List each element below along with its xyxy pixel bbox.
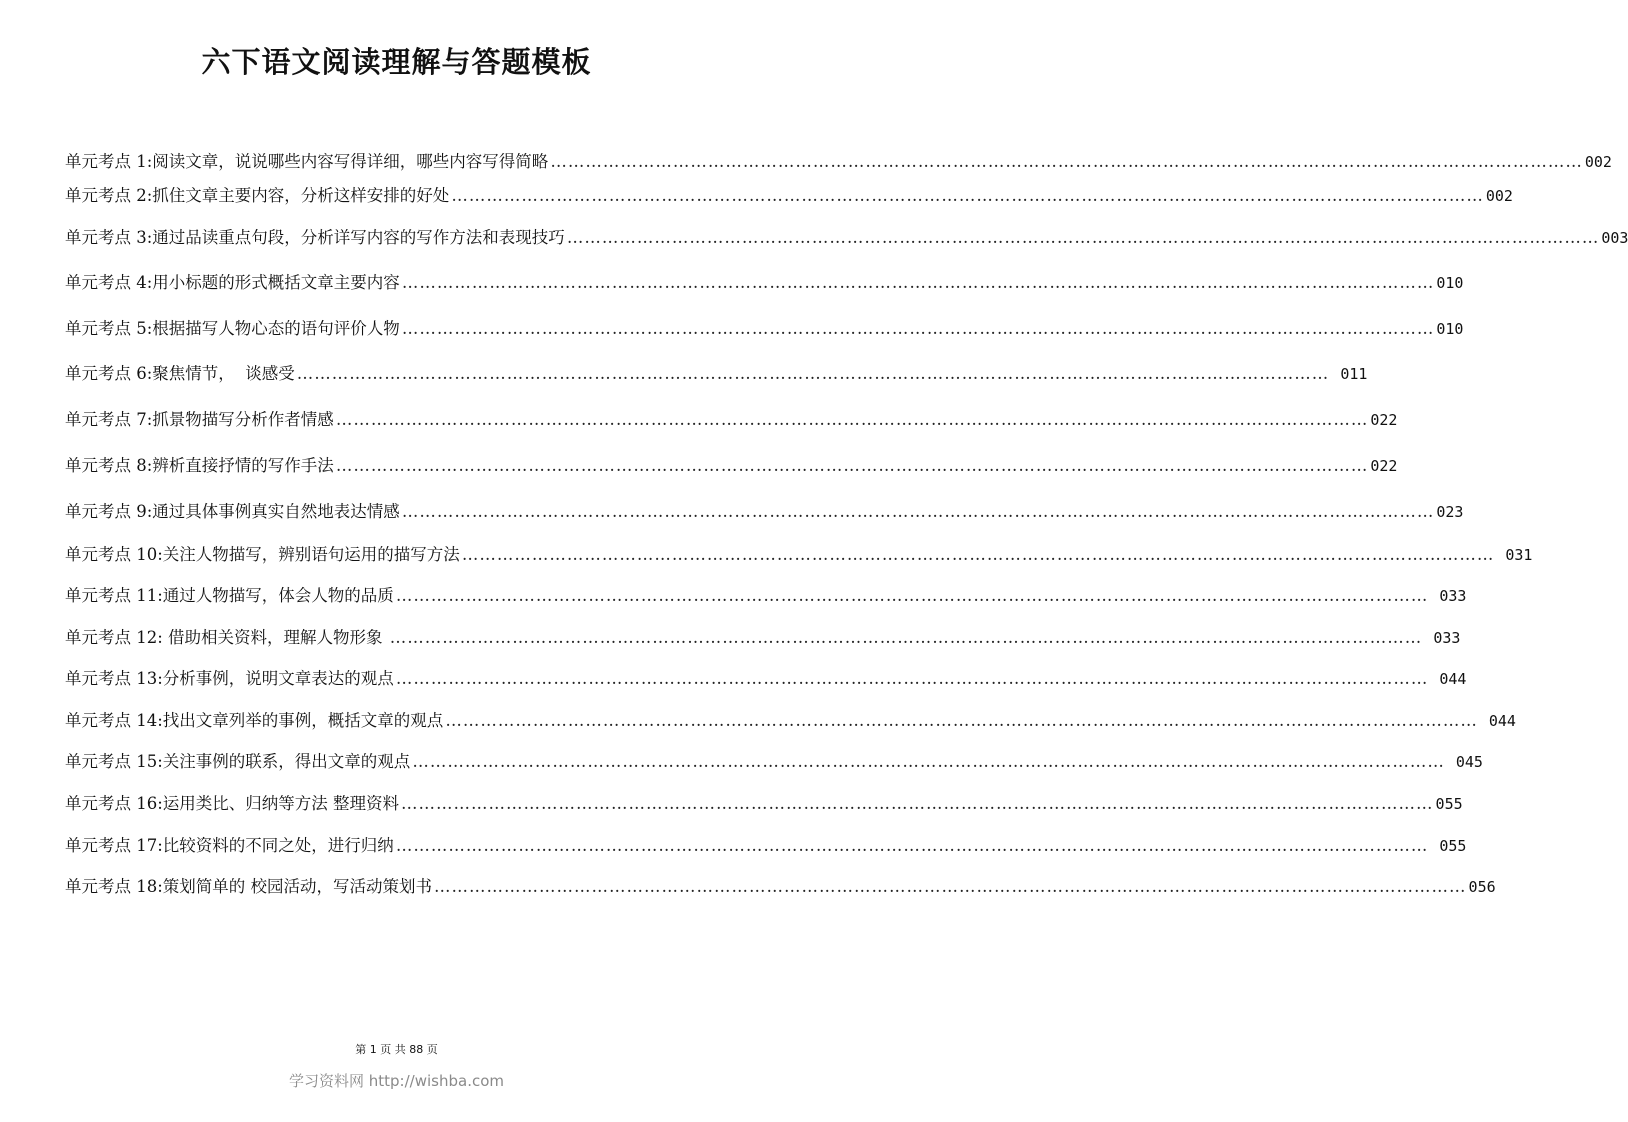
toc-entry <box>65 152 1612 186</box>
toc-entry-label: 单元考点 18:策划简单的 校园活动，写活动策划书 <box>65 877 433 896</box>
toc-entry <box>65 711 1516 752</box>
toc-entry-page: 055 <box>1435 795 1463 813</box>
toc-entry-label: 单元考点 8:辨析直接抒情的写作手法 <box>65 456 334 475</box>
toc-entry-page: 033 <box>1424 629 1461 647</box>
toc-entry-label: 单元考点 4:用小标题的形式概括文章主要内容 <box>65 273 400 292</box>
toc-entry-label: 单元考点 13:分析事例，说明文章表达的观点 <box>65 669 394 688</box>
toc-entry <box>65 228 1628 273</box>
toc-entry-page: 031 <box>1496 546 1533 564</box>
toc-entry-label: 单元考点 12: 借助相关资料，理解人物形象 <box>65 628 388 647</box>
toc-leader-dots: …………………………………………………………………………………………………………………………………………………………… <box>451 186 1484 205</box>
toc-entry <box>65 794 1463 836</box>
toc-entry-label: 单元考点 14:找出文章列举的事例，概括文章的观点 <box>65 711 444 730</box>
toc-entry-page: 023 <box>1436 503 1464 521</box>
toc-entry <box>65 456 1398 502</box>
toc-entry-label: 单元考点 15:关注事例的联系，得出文章的观点 <box>65 752 411 771</box>
toc-entry-label: 单元考点 17:比较资料的不同之处，进行归纳 <box>65 836 394 855</box>
toc-entry-page: 011 <box>1331 365 1368 383</box>
toc-entry-label: 单元考点 6:聚焦情节， 谈感受 <box>65 364 295 383</box>
toc-leader-dots: …………………………………………………………………………………………………………………………………………………………… <box>335 410 1369 429</box>
toc-leader-dots: …………………………………………………………………………………………………………………………………………………………… <box>401 502 1435 521</box>
toc-entry-page: 003 <box>1601 229 1628 247</box>
toc-leader-dots: …………………………………………………………………………………………………………………………………………………………… <box>445 711 1478 730</box>
toc-leader-dots: …………………………………………………………………………………………………………………………………………………………… <box>412 752 1445 771</box>
toc-entry-label: 单元考点 1:阅读文章，说说哪些内容写得详细，哪些内容写得简略 <box>65 152 549 171</box>
toc-entry-label: 单元考点 10:关注人物描写，辨别语句运用的描写方法 <box>65 545 460 564</box>
toc-entry <box>65 186 1513 228</box>
toc-leader-dots: …………………………………………………………………………………………………………………………………………………………… <box>434 877 1467 896</box>
toc-leader-dots: …………………………………………………………………………………………………………………………………………………………… <box>401 794 1434 813</box>
site-watermark: 学习资料网 http://wishba.com <box>289 1072 504 1090</box>
toc-entry-page: 045 <box>1446 753 1483 771</box>
toc-entry-page: 002 <box>1584 153 1612 171</box>
toc-entry <box>65 628 1461 669</box>
toc-entry <box>65 502 1464 545</box>
toc-entry <box>65 669 1467 711</box>
toc-entry <box>65 836 1467 877</box>
toc-leader-dots: …………………………………………………………………………………………………………………………………………………………… <box>401 319 1435 338</box>
toc-leader-dots: …………………………………………………………………………………………………………………………………………………………… <box>395 836 1429 855</box>
toc-entry-page: 056 <box>1468 878 1496 896</box>
toc-entry-page: 033 <box>1430 587 1467 605</box>
toc-entry-page: 044 <box>1479 712 1516 730</box>
toc-entry-page: 022 <box>1370 457 1398 475</box>
toc-entry-page: 055 <box>1430 837 1467 855</box>
toc-entry-label: 单元考点 2:抓住文章主要内容，分析这样安排的好处 <box>65 186 450 205</box>
page-indicator: 第 1 页 共 88 页 <box>355 1043 438 1056</box>
toc-leader-dots: …………………………………………………………………………………………………………………………………………………………… <box>461 545 1495 564</box>
toc-entry-page: 022 <box>1370 411 1398 429</box>
toc-entry-page: 010 <box>1436 320 1464 338</box>
toc-entry-label: 单元考点 3:通过品读重点句段，分析详写内容的写作方法和表现技巧 <box>65 228 565 247</box>
document-title: 六下语文阅读理解与答题模板 <box>201 45 592 79</box>
toc-entry-label: 单元考点 9:通过具体事例真实自然地表达情感 <box>65 502 400 521</box>
toc-entry <box>65 273 1464 319</box>
toc-entry <box>65 410 1398 456</box>
toc-entry <box>65 364 1368 410</box>
toc-leader-dots: …………………………………………………………………………………………………………………………………………………………… <box>296 364 1330 383</box>
toc-entry <box>65 877 1496 917</box>
toc-entry-label: 单元考点 5:根据描写人物心态的语句评价人物 <box>65 319 400 338</box>
toc-leader-dots: …………………………………………………………………………………………………………………………………………………………… <box>335 456 1369 475</box>
toc-entry-label: 单元考点 7:抓景物描写分析作者情感 <box>65 410 334 429</box>
toc-entry-label: 单元考点 16:运用类比、归纳等方法 整理资料 <box>65 794 400 813</box>
toc-entry <box>65 586 1467 628</box>
toc-entry <box>65 752 1483 794</box>
toc-entry-label: 单元考点 11:通过人物描写，体会人物的品质 <box>65 586 394 605</box>
toc-entry-page: 044 <box>1430 670 1467 688</box>
toc-leader-dots: …………………………………………………………………………………………………………………………………………………………… <box>395 669 1429 688</box>
toc-leader-dots: …………………………………………………………………………………………………………………………………………………………… <box>566 228 1600 247</box>
toc-leader-dots: …………………………………………………………………………………………………………………………………………………………… <box>389 628 1423 647</box>
table-of-contents <box>65 152 1628 917</box>
toc-entry <box>65 319 1464 364</box>
toc-leader-dots: …………………………………………………………………………………………………………………………………………………………… <box>395 586 1429 605</box>
toc-entry <box>65 545 1533 586</box>
toc-entry-page: 010 <box>1436 274 1464 292</box>
toc-entry-page: 002 <box>1485 187 1513 205</box>
toc-leader-dots: …………………………………………………………………………………………………………………………………………………………… <box>550 152 1583 171</box>
toc-leader-dots: …………………………………………………………………………………………………………………………………………………………… <box>401 273 1435 292</box>
